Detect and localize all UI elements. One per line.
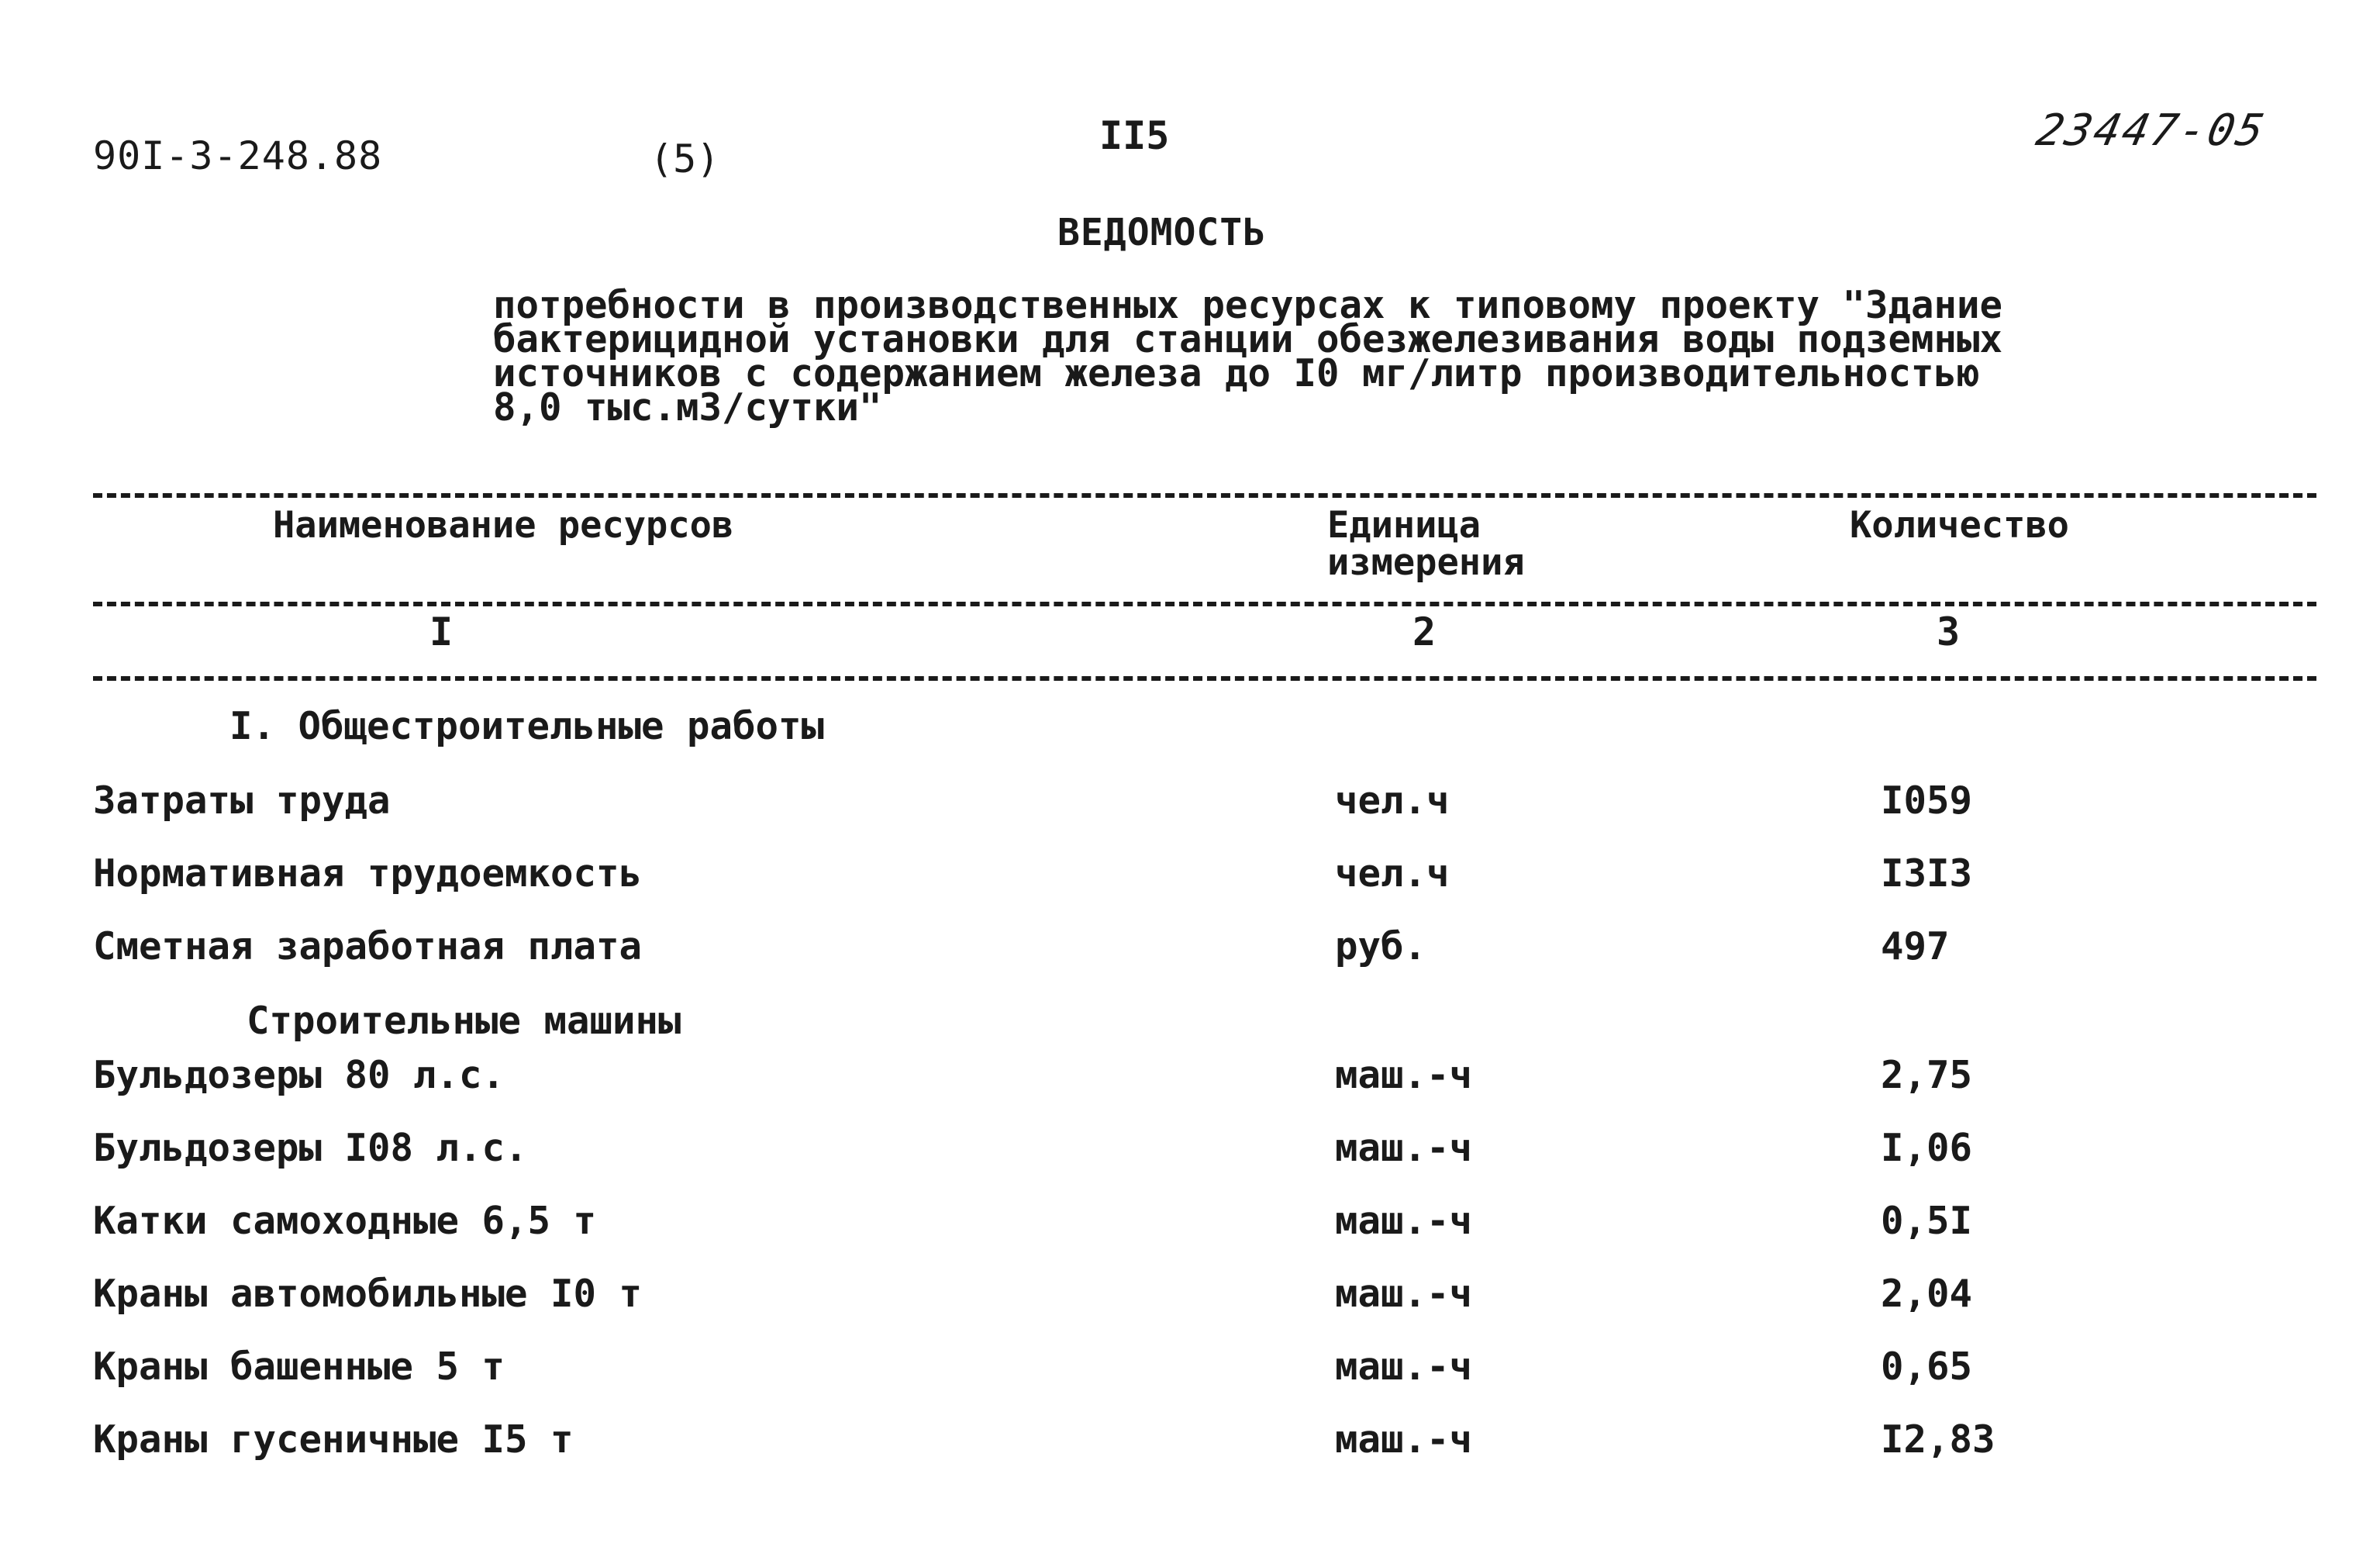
column-number: I [429, 609, 454, 654]
column-number: 2 [1412, 609, 1437, 654]
row-qty: I2,83 [1881, 1417, 1995, 1462]
subtitle-line: потребности в производственных ресурсах к типовому проекту "Здание [493, 283, 2003, 327]
row-name: Бульдозеры I08 л.с. [93, 1126, 528, 1170]
document-title: ВЕДОМОСТЬ [1057, 211, 1267, 254]
row-name: Затраты труда [93, 778, 391, 823]
section-heading: I. Общестроительные работы [229, 704, 825, 748]
row-name: Бульдозеры 80 л.с. [93, 1053, 505, 1097]
subtitle-line: 8,0 тыс.м3/сутки" [493, 385, 882, 430]
row-qty: I059 [1881, 778, 1973, 823]
row-unit: маш.-ч [1335, 1272, 1473, 1316]
row-unit: маш.-ч [1335, 1053, 1473, 1097]
sheet-number: (5) [650, 136, 720, 181]
column-header-resource: Наименование ресурсов [273, 504, 734, 547]
row-name: Краны автомобильные I0 т [93, 1272, 643, 1316]
table-rule-numbers [93, 676, 2316, 681]
column-number: 3 [1937, 609, 1961, 654]
column-header-quantity: Количество [1850, 504, 2069, 547]
row-name: Нормативная трудоемкость [93, 851, 643, 896]
row-unit: чел.ч [1335, 851, 1450, 896]
row-qty: 2,75 [1881, 1053, 1973, 1097]
row-qty: 497 [1881, 924, 1950, 968]
row-unit: маш.-ч [1335, 1417, 1473, 1462]
row-unit: чел.ч [1335, 778, 1450, 823]
unit-header-line: Единица [1327, 504, 1481, 547]
row-unit: руб. [1335, 924, 1427, 968]
row-qty: I,06 [1881, 1126, 1973, 1170]
page-number: II5 [1099, 113, 1170, 158]
table-rule-header [93, 602, 2316, 606]
document-subtitle [493, 283, 2003, 430]
row-name: Сметная заработная плата [93, 924, 643, 968]
row-unit: маш.-ч [1335, 1345, 1473, 1389]
subtitle-line: бактерицидной установки для станции обезжелезивания воды подземных [493, 317, 2003, 361]
row-unit: маш.-ч [1335, 1199, 1473, 1243]
row-name: Краны гусеничные I5 т [93, 1417, 574, 1462]
row-qty: 0,5I [1881, 1199, 1973, 1243]
inventory-number: 23447-05 [2032, 105, 2271, 156]
row-name: Катки самоходные 6,5 т [93, 1199, 597, 1243]
column-header-unit [1327, 504, 1525, 584]
row-qty: I3I3 [1881, 851, 1973, 896]
unit-header-line: измерения [1327, 541, 1525, 584]
document-code: 90I-3-248.88 [93, 133, 383, 178]
subtitle-line: источников с содержанием железа до I0 мг/литр производительностью [493, 351, 1980, 395]
row-name: Краны башенные 5 т [93, 1345, 505, 1389]
row-unit: маш.-ч [1335, 1126, 1473, 1170]
table-rule-top [93, 493, 2316, 498]
subsection-heading: Строительные машины [247, 999, 681, 1043]
row-qty: 0,65 [1881, 1345, 1973, 1389]
row-qty: 2,04 [1881, 1272, 1973, 1316]
